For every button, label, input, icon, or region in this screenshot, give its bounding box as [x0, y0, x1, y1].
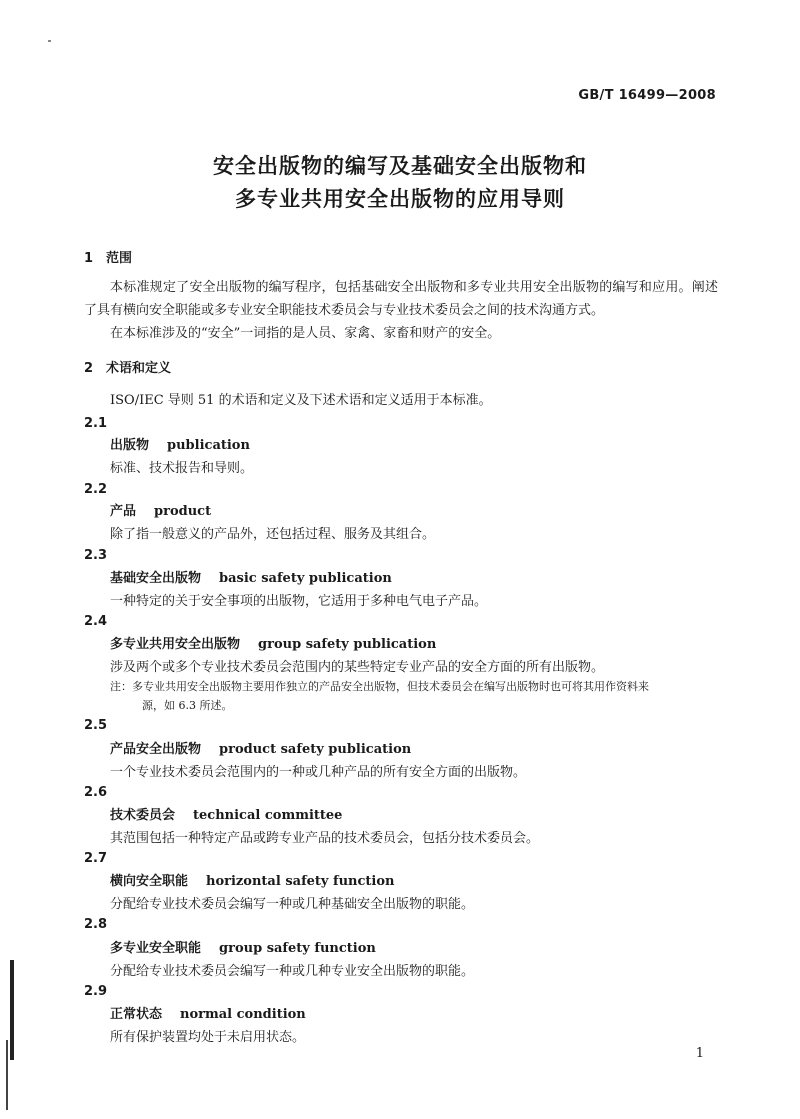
term-en: publication	[167, 438, 250, 453]
scan-edge-mark	[10, 960, 14, 1060]
term-en: technical committee	[193, 808, 343, 823]
term-number: 2.9	[84, 984, 108, 999]
scan-edge-mark	[6, 1040, 8, 1110]
document-title-line1: 安全出版物的编写及基础安全出版物和	[213, 154, 587, 178]
term-number: 2.8	[84, 917, 108, 932]
term-definition: 其范围包括一种特定产品或跨专业产品的技术委员会，包括分技术委员会。	[110, 831, 540, 846]
term-definition: 一个专业技术委员会范围内的一种或几种产品的所有安全方面的出版物。	[110, 765, 527, 780]
term-entry	[110, 1003, 306, 1022]
term-number: 2.2	[84, 482, 108, 497]
term-entry	[110, 633, 436, 652]
standard-number: GB/T 16499—2008	[578, 88, 716, 103]
term-zh: 产品安全出版物	[110, 742, 202, 757]
term-en: product	[154, 504, 212, 519]
section-title: 术语和定义	[106, 361, 172, 376]
term-entry	[110, 937, 376, 956]
term-zh: 基础安全出版物	[110, 571, 202, 586]
term-number: 2.6	[84, 785, 108, 800]
term-note-line1: 注：多专业共用安全出版物主要用作独立的产品安全出版物，但技术委员会在编写出版物时也可将其用作资料来	[110, 680, 649, 693]
term-en: product safety publication	[219, 742, 412, 757]
term-zh: 多专业共用安全出版物	[110, 637, 241, 652]
term-definition: 分配给专业技术委员会编写一种或几种基础安全出版物的职能。	[110, 897, 475, 912]
term-number: 2.4	[84, 614, 108, 629]
section-title: 范围	[106, 251, 133, 266]
term-definition: 标准、技术报告和导则。	[110, 461, 254, 476]
term-definition: 涉及两个或多个专业技术委员会范围内的某些特定专业产品的安全方面的所有出版物。	[110, 660, 605, 675]
term-number: 2.7	[84, 851, 108, 866]
term-note-line2: 源，如 6.3 所述。	[142, 699, 233, 712]
term-entry	[110, 567, 392, 586]
section-number: 1	[84, 251, 94, 266]
section-number: 2	[84, 361, 94, 376]
term-definition: 一种特定的关于安全事项的出版物，它适用于多种电气电子产品。	[110, 594, 488, 609]
term-zh: 横向安全职能	[110, 874, 189, 889]
term-definition: 所有保护装置均处于未启用状态。	[110, 1030, 306, 1045]
term-zh: 技术委员会	[110, 808, 176, 823]
term-number: 2.1	[84, 416, 108, 431]
term-entry	[110, 500, 211, 519]
term-en: horizontal safety function	[206, 874, 395, 889]
term-en: group safety function	[219, 941, 376, 956]
term-entry	[110, 804, 342, 823]
page-number: 1	[695, 1046, 704, 1061]
term-en: normal condition	[180, 1007, 306, 1022]
term-en: basic safety publication	[219, 571, 392, 586]
term-number: 2.3	[84, 548, 108, 563]
term-entry	[110, 870, 395, 889]
scope-paragraph-1: 本标准规定了安全出版物的编写程序，包括基础安全出版物和多专业共用安全出版物的编写和应用。阐述了具有横向安全职能或多专业安全职能技术委员会与专业技术委员会之间的技术沟通方式。	[84, 280, 718, 318]
section-heading-scope	[84, 247, 132, 266]
term-definition: 除了指一般意义的产品外，还包括过程、服务及其组合。	[110, 527, 436, 542]
scan-speck	[48, 40, 51, 42]
scope-paragraph-2: 在本标准涉及的“安全”一词指的是人员、家禽、家畜和财产的安全。	[110, 326, 501, 341]
terms-intro: ISO/IEC 导则 51 的术语和定义及下述术语和定义适用于本标准。	[110, 393, 492, 408]
term-zh: 产品	[110, 504, 137, 519]
term-number: 2.5	[84, 718, 108, 733]
term-zh: 多专业安全职能	[110, 941, 202, 956]
term-zh: 出版物	[110, 438, 150, 453]
term-entry	[110, 738, 411, 757]
term-definition: 分配给专业技术委员会编写一种或几种专业安全出版物的职能。	[110, 964, 475, 979]
term-zh: 正常状态	[110, 1007, 163, 1022]
term-entry	[110, 434, 250, 453]
section-heading-terms	[84, 357, 171, 376]
term-en: group safety publication	[258, 637, 437, 652]
document-title-line2: 多专业共用安全出版物的应用导则	[235, 187, 565, 211]
term-note	[110, 677, 718, 715]
